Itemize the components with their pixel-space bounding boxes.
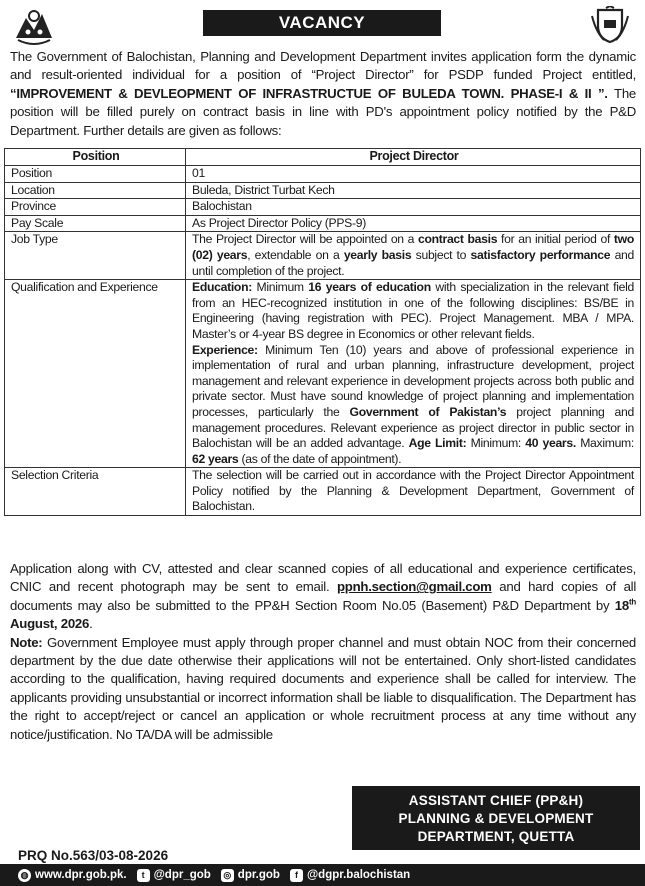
signoff-block <box>352 786 640 850</box>
table-row-job-type <box>5 232 641 280</box>
row-value: Balochistan <box>186 199 641 216</box>
facebook-text: @dgpr.balochistan <box>306 869 411 881</box>
prq-number: PRQ No.563/03-08-2026 <box>18 848 169 863</box>
table-row-selection <box>5 468 641 516</box>
experience-text: project planning and management procedures. Relevant experience as project director in public sector in Balochistan will be an added advantage. <box>192 404 634 451</box>
job-type-text: subject to <box>411 247 471 262</box>
row-label: Job Type <box>5 232 186 280</box>
table-header-title: Project Director <box>186 149 641 166</box>
table-row-province <box>5 199 641 216</box>
government-crest-logo <box>590 6 630 46</box>
table-header-row <box>5 149 641 166</box>
signoff-line: DEPARTMENT, QUETTA <box>417 829 575 844</box>
note-label: Note: <box>10 634 43 650</box>
signoff-line: ASSISTANT CHIEF (PP&H) <box>408 793 584 808</box>
row-label: Province <box>5 199 186 216</box>
row-value: Buleda, District Turbat Kech <box>186 182 641 199</box>
row-value: The selection will be carried out in accordance with the Project Director Appointment Policy notified by the Planning & Development Department, Government of Balochistan. <box>186 468 641 516</box>
apply-text: and hard copies of all documents may also be submitted to the PP&H Section Room No.05 (Basement) P&D Department by <box>10 579 637 613</box>
experience-label: Experience: <box>192 342 258 357</box>
vacancy-title: VACANCY <box>203 10 441 36</box>
globe-icon: ◍ <box>18 869 31 882</box>
intro-text: The Government of Balochistan, Planning and Development Department invites application form the dynamic and result-oriented individual for a position of “Project Director” for PSDP funded Project entitled, <box>10 49 636 83</box>
row-label: Position <box>5 166 186 183</box>
job-details-table <box>4 148 641 516</box>
education-text: Minimum <box>251 280 309 295</box>
education-text: with specialization in the relevant field from an HEC-recognized institution in one of the following disciplines: BS/BE in Engineering (having registration with PEC). Project Management. MBA / MPA. Master’s or 4-year BS degree in Economics or other relevant fields. <box>192 280 634 341</box>
instagram-icon: ◎ <box>221 869 234 882</box>
row-value <box>186 232 641 280</box>
balochistan-emblem-logo <box>14 8 54 46</box>
age-min: 40 years. <box>525 436 576 451</box>
intro-text-2: The position will be filled purely on contract basis in line with PD's appointment policy notified by the P&D Department. Further details are given as follows: <box>10 85 636 138</box>
deadline-rest: August, 2026 <box>10 616 90 632</box>
age-text: Minimum: <box>466 436 526 451</box>
table-row-qualification <box>5 280 641 468</box>
facebook-icon: f <box>290 869 303 882</box>
job-type-bold: two (02) years <box>192 232 634 262</box>
age-limit-label: Age Limit: <box>408 436 467 451</box>
row-value: As Project Director Policy (PPS-9) <box>186 215 641 232</box>
instagram-text: dpr.gob <box>237 869 280 881</box>
footer-instagram[interactable] <box>221 869 280 882</box>
row-value <box>186 280 641 468</box>
website-text: www.dpr.gob.pk. <box>35 869 127 881</box>
education-label: Education: <box>192 280 252 295</box>
deadline-suffix: th <box>628 597 636 607</box>
note-paragraph <box>10 634 636 744</box>
job-type-text: and until completion of the project. <box>192 247 635 278</box>
footer-facebook[interactable] <box>290 869 410 882</box>
age-text: (as of the date of appointment). <box>238 451 402 466</box>
footer-bar <box>0 864 645 886</box>
job-type-bold: yearly basis <box>343 247 412 262</box>
twitter-text: @dpr_gob <box>153 869 211 881</box>
experience-text: Minimum Ten (10) years and above of professional experience in implementation of rural and urban planning, infrastructure development, project management and relevant experience in development projects across both public and private sector. Must have sound knowledge of project planning and implementation processes, particularly the <box>192 342 634 419</box>
age-text: Maximum: <box>575 436 634 451</box>
row-label: Selection Criteria <box>5 468 186 516</box>
age-max: 62 years <box>192 451 239 466</box>
row-label: Qualification and Experience <box>5 280 186 468</box>
row-value: 01 <box>186 166 641 183</box>
job-type-bold: contract basis <box>417 232 498 247</box>
application-instructions <box>10 560 636 744</box>
job-type-text: The Project Director will be appointed on a <box>192 232 418 247</box>
job-type-text: , extendable on a <box>247 247 344 262</box>
footer-website[interactable] <box>18 869 127 882</box>
apply-text: Application along with CV, attested and clear scanned copies of all educational and experience certificates, CNIC and recent photograph may be sent to email. <box>10 561 636 595</box>
education-bold: 16 years of education <box>308 280 431 295</box>
deadline-day: 18 <box>614 597 629 613</box>
footer-twitter[interactable] <box>137 869 211 882</box>
table-row-position <box>5 166 641 183</box>
row-label: Pay Scale <box>5 215 186 232</box>
intro-paragraph <box>10 48 636 140</box>
project-title: “IMPROVEMENT & DEVLEOPMENT OF INFRASTRUCTUE OF BULEDA TOWN. PHASE-I & II ”. <box>10 85 608 101</box>
job-type-bold: satisfactory performance <box>470 247 611 262</box>
table-header-position: Position <box>5 149 186 166</box>
note-text: Government Employee must apply through proper channel and must obtain NOC from their concerned department by the due date otherwise their applications will not be entertained. Only short-listed candidates according to the qualification, having required documents and experience shall be called for interview. The applicants providing unsubstantial or incorrect information shall be liable to disqualification. The Department has the right to accept/reject or cancel an application or whole recruitment process at any time without any notice/justification. No TA/DA will be admissible <box>10 634 636 742</box>
table-row-pay-scale <box>5 215 641 232</box>
twitter-icon: t <box>137 869 150 882</box>
row-label: Location <box>5 182 186 199</box>
signoff-line: PLANNING & DEVELOPMENT <box>398 811 594 826</box>
apply-paragraph <box>10 560 636 634</box>
table-row-location <box>5 182 641 199</box>
email-link[interactable]: ppnh.section@gmail.com <box>337 579 492 595</box>
job-type-text: for an initial period of <box>497 232 614 247</box>
experience-bold: Government of Pakistan’s <box>349 404 507 419</box>
apply-text: . <box>89 616 93 632</box>
